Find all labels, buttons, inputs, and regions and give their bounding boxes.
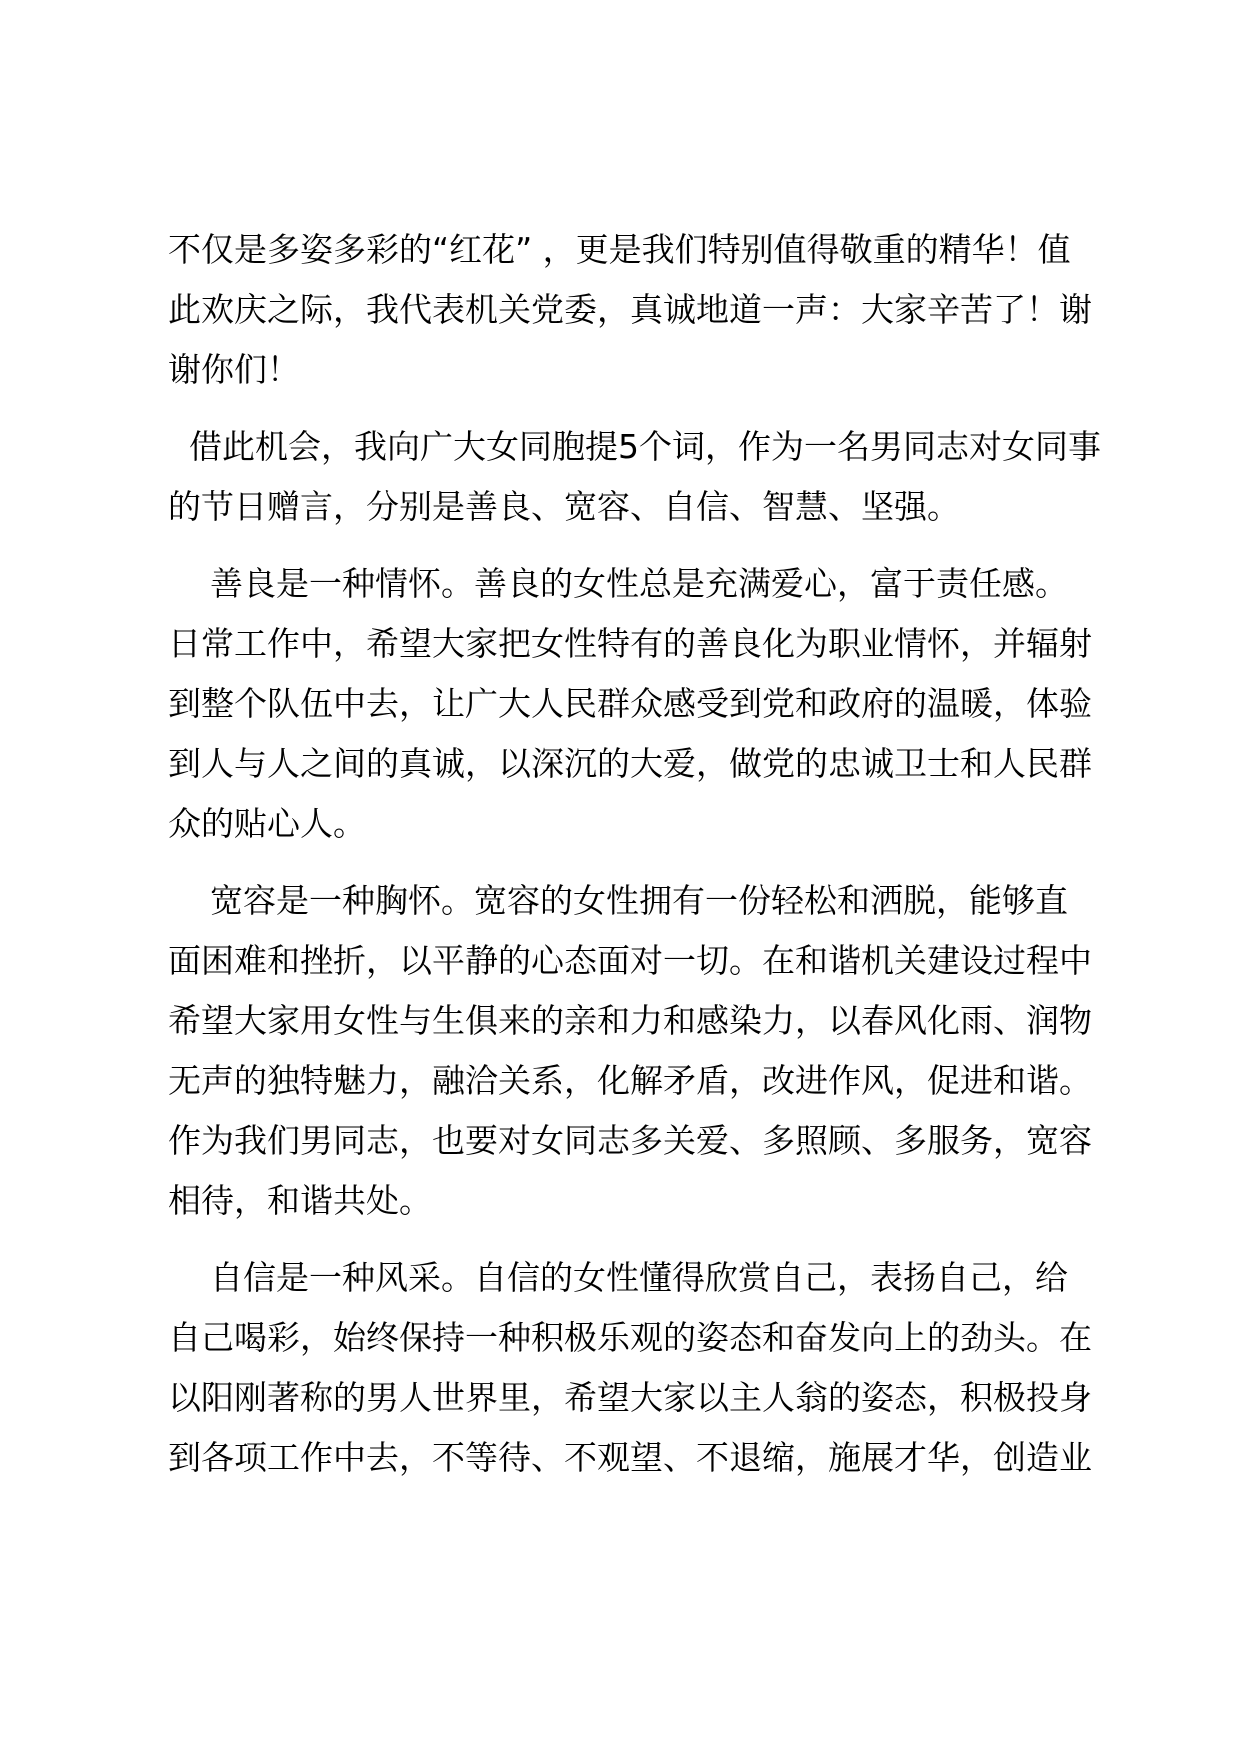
- text-line: 无声的独特魅力，融洽关系，化解矛盾，改进作风，促进和谐。: [168, 1061, 1092, 1100]
- text-line: 到各项工作中去，不等待、不观望、不退缩，施展才华，创造业: [168, 1438, 1092, 1477]
- paragraph-3: [168, 554, 1108, 854]
- paragraph-spacer: [168, 400, 1108, 417]
- text-line: 此欢庆之际，我代表机关党委，真诚地道一声：大家辛苦了！谢: [168, 290, 1092, 329]
- text-line: 以阳刚著称的男人世界里，希望大家以主人翁的姿态，积极投身: [168, 1378, 1092, 1417]
- text-line: 到整个队伍中去，让广大人民群众感受到党和政府的温暖，体验: [168, 684, 1092, 723]
- text-line: 自己喝彩，始终保持一种积极乐观的姿态和奋发向上的劲头。在: [168, 1318, 1092, 1357]
- paragraph-5: [168, 1248, 1108, 1488]
- text-line: 到人与人之间的真诚，以深沉的大爱，做党的忠诚卫士和人民群: [168, 744, 1092, 783]
- text-line: 宽容是一种胸怀。宽容的女性拥有一份轻松和洒脱，能够直: [168, 881, 1068, 920]
- paragraph-2: [168, 417, 1108, 537]
- paragraph-spacer: [168, 854, 1108, 871]
- text-line: 的节日赠言，分别是善良、宽容、自信、智慧、坚强。: [168, 487, 960, 526]
- paragraph-spacer: [168, 1231, 1108, 1248]
- text-line: 借此机会，我向广大女同胞提5个词，作为一名男同志对女同事: [168, 427, 1101, 466]
- paragraph-4: [168, 871, 1108, 1231]
- text-line: 相待，和谐共处。: [168, 1181, 432, 1220]
- text-line: 作为我们男同志，也要对女同志多关爱、多照顾、多服务，宽容: [168, 1121, 1092, 1160]
- text-line: 希望大家用女性与生俱来的亲和力和感染力，以春风化雨、润物: [168, 1001, 1092, 1040]
- text-line: 众的贴心人。: [168, 804, 366, 843]
- text-line: 善良是一种情怀。善良的女性总是充满爱心，富于责任感。: [168, 564, 1068, 603]
- text-line: 日常工作中，希望大家把女性特有的善良化为职业情怀，并辐射: [168, 624, 1092, 663]
- paragraph-spacer: [168, 537, 1108, 554]
- paragraph-1: [168, 220, 1108, 400]
- text-line: 不仅是多姿多彩的“红花” ，更是我们特别值得敬重的精华！值: [168, 230, 1071, 269]
- text-line: 面困难和挫折，以平静的心态面对一切。在和谐机关建设过程中: [168, 941, 1092, 980]
- document-body: [168, 220, 1108, 1488]
- text-line: 自信是一种风采。自信的女性懂得欣赏自己，表扬自己，给: [168, 1258, 1068, 1297]
- text-line: 谢你们！: [168, 350, 300, 389]
